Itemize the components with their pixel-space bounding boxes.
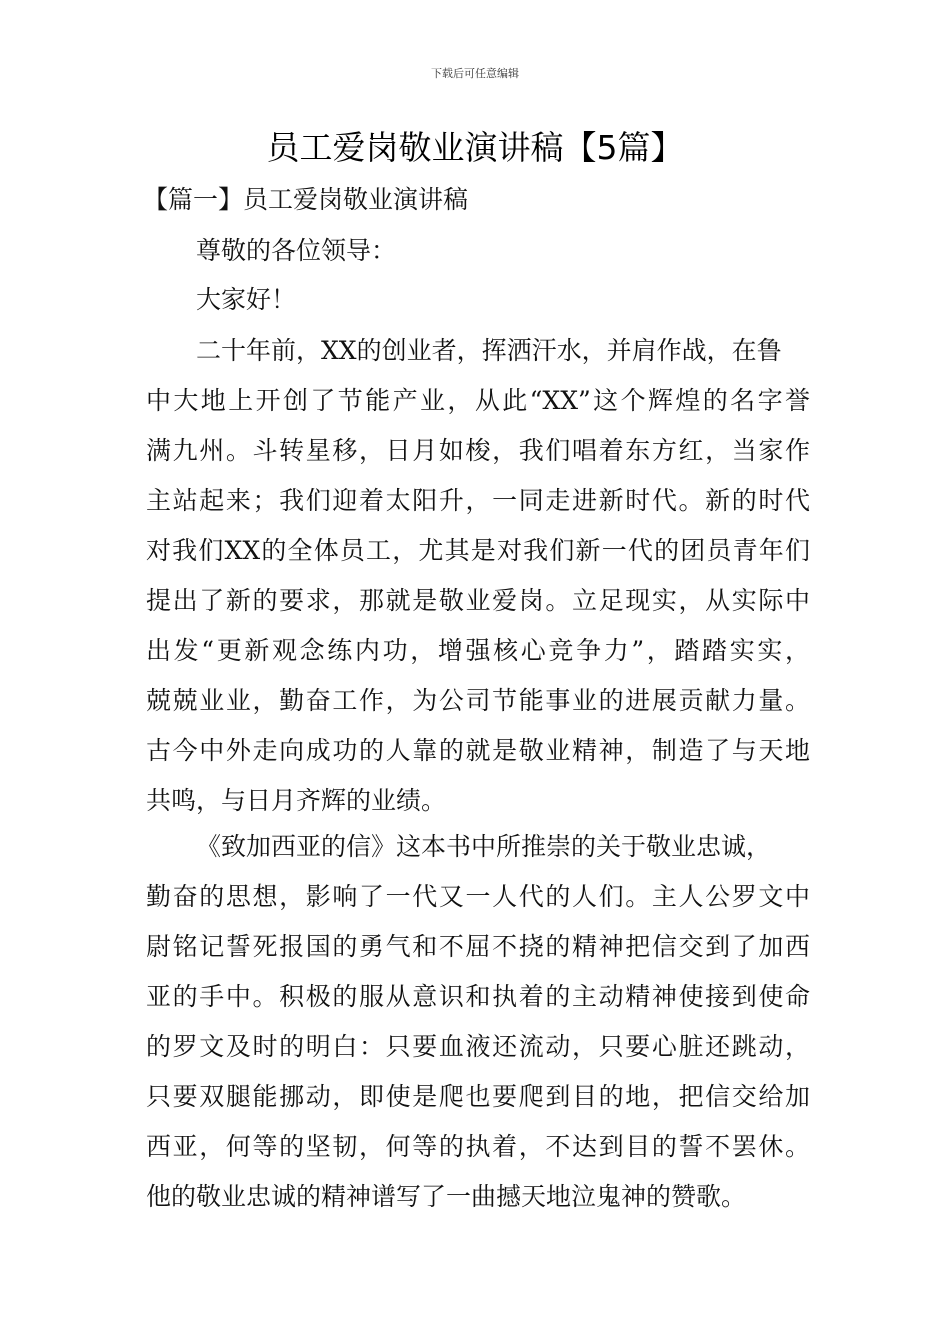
paragraph-line: 亚的手中。积极的服从意识和执着的主动精神使接到使命 [146,982,810,1011]
section-heading: 【篇一】员工爱岗敬业演讲稿 [143,185,469,214]
paragraph-line: 二十年前，XX的创业者，挥洒汗水，并肩作战，在鲁 [196,336,782,365]
paragraph-line: 古今中外走向成功的人靠的就是敬业精神，制造了与天地 [146,736,810,765]
paragraph-2 [146,822,810,1222]
paragraph-line: 尉铭记誓死报国的勇气和不屈不挠的精神把信交到了加西 [146,932,810,961]
paragraph-line: 主站起来；我们迎着太阳升，一同走进新时代。新的时代 [146,486,810,515]
paragraph-line: 共鸣，与日月齐辉的业绩。 [146,786,447,815]
paragraph-1 [146,326,810,826]
paragraph-line: 的罗文及时的明白：只要血液还流动，只要心脏还跳动， [146,1032,810,1061]
paragraph-line: 兢兢业业，勤奋工作，为公司节能事业的进展贡献力量。 [146,686,810,715]
paragraph-line: 满九州。斗转星移，日月如梭，我们唱着东方红，当家作 [146,436,810,465]
paragraph-line: 勤奋的思想，影响了一代又一人代的人们。主人公罗文中 [146,882,810,911]
paragraph-line: 只要双腿能挪动，即使是爬也要爬到目的地，把信交给加 [146,1082,810,1111]
paragraph-line: 出发“更新观念练内功，增强核心竞争力”，踏踏实实， [146,636,810,665]
paragraph-line: 对我们XX的全体员工，尤其是对我们新一代的团员青年们 [146,536,810,565]
paragraph-line: 他的敬业忠诚的精神谱写了一曲撼天地泣鬼神的赞歌。 [146,1182,747,1211]
paragraph-line: 《致加西亚的信》这本书中所推崇的关于敬业忠诚， [196,832,772,861]
paragraph-line: 西亚，何等的坚韧，何等的执着，不达到目的誓不罢休。 [146,1132,810,1161]
greeting: 大家好！ [196,285,297,314]
salutation: 尊敬的各位领导： [196,236,397,265]
paragraph-line: 中大地上开创了节能产业，从此“XX”这个辉煌的名字誉 [146,386,810,415]
document-title: 员工爱岗敬业演讲稿【5篇】 [266,128,684,167]
download-note: 下载后可任意编辑 [431,67,519,80]
paragraph-line: 提出了新的要求，那就是敬业爱岗。立足现实，从实际中 [146,586,810,615]
